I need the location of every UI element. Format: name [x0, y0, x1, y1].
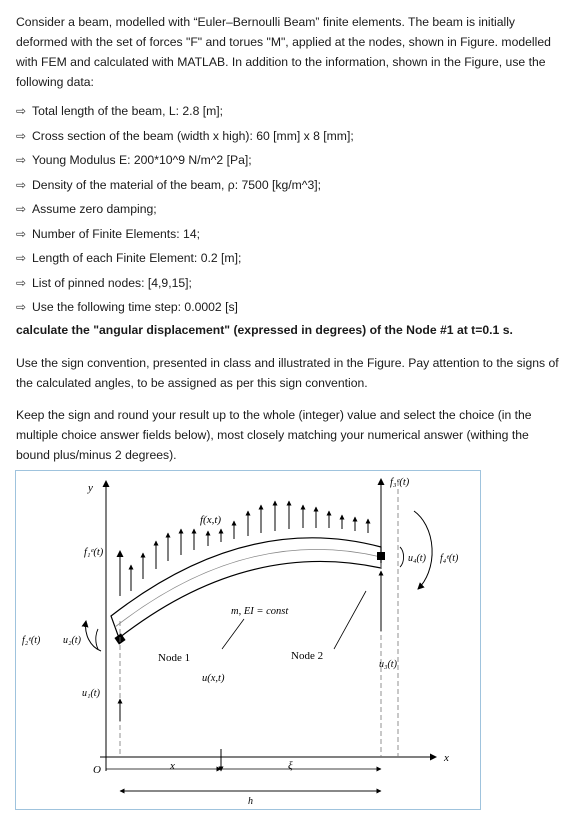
right-arrow-icon: ⇨ [16, 104, 27, 118]
list-item: ⇨ Number of Finite Elements: 14; [16, 224, 564, 249]
right-arrow-icon: ⇨ [16, 202, 27, 216]
rotation-u2-arc [96, 629, 98, 649]
right-arrow-icon: ⇨ [16, 251, 27, 265]
rotation-u4-label: u₄(t) [408, 553, 426, 564]
displacement-u1-label: u₁(t) [82, 688, 100, 699]
right-arrow-icon: ⇨ [16, 275, 27, 290]
right-arrow-icon: ⇨ [16, 177, 27, 192]
node-2-marker [377, 552, 385, 560]
rotation-u4-arc [400, 547, 404, 567]
right-arrow-icon: ⇨ [16, 128, 27, 143]
data-list [16, 101, 564, 322]
question-text: calculate the "angular displacement" (expressed in degrees) of the Node #1 at t=0.1 s. [16, 322, 513, 337]
deflection-label: u(x,t) [202, 673, 225, 684]
right-arrow-icon: ⇨ [16, 300, 27, 314]
origin-label: O [93, 764, 101, 776]
h-label: h [248, 796, 253, 807]
x-dimension-label: x [170, 760, 175, 772]
moment-u4-arc [414, 511, 432, 589]
node-1-label: Node 1 [158, 652, 191, 664]
force-f1-label: f₁ᵉ(t) [84, 547, 104, 558]
right-arrow-icon: ⇨ [16, 226, 27, 241]
xi-label: ξ [288, 760, 293, 772]
list-item: ⇨ Cross section of the beam (width x high): 60 [mm] x 8 [mm]; [16, 126, 564, 151]
beam-diagram [16, 471, 480, 809]
rotation-u2-label: u₂(t) [63, 635, 81, 646]
y-axis-label: y [88, 482, 93, 494]
problem-text [16, 12, 564, 477]
sign-convention-paragraph: Use the sign convention, presented in class and illustrated in the Figure. Pay attention to the signs of the calculated angles, to be assigned as per this sign convention. [16, 355, 559, 390]
list-item: ⇨ Density of the material of the beam, ρ: 7500 [kg/m^3]; [16, 175, 564, 200]
x-axis-label: x [444, 752, 449, 764]
property-leader-line [222, 619, 244, 649]
beam-figure [15, 470, 481, 810]
force-f2-label: f₂ᵉ(t) [22, 635, 41, 646]
load-label: f(x,t) [200, 514, 222, 526]
beam-element [111, 538, 381, 638]
instructions-paragraph: Keep the sign and round your result up to the whole (integer) value and select the choice (in the multiple choice answer fields below), most closely matching your numerical answer (withing the bound plus/minus 2 degrees). [16, 407, 532, 462]
beam-properties-label: m, EI = const [231, 606, 289, 617]
node-2-label: Node 2 [291, 650, 324, 662]
list-item: ⇨ Young Modulus E: 200*10^9 N/m^2 [Pa]; [16, 150, 564, 175]
force-f4-label: f₄ᵉ(t) [440, 553, 459, 564]
intro-paragraph: Consider a beam, modelled with “Euler–Bernoulli Beam” finite elements. The beam is initially deformed with the set of forces "F" and torues "M", applied at the nodes, shown in Figure. modelled with FEM and calculated with MATLAB. In addition to the information, shown in the Figure, use the following data: [16, 15, 551, 89]
list-item: ⇨ List of pinned nodes: [4,9,15]; [16, 273, 564, 298]
list-item: ⇨ Total length of the beam, L: 2.8 [m]; [16, 101, 564, 126]
right-arrow-icon: ⇨ [16, 153, 27, 167]
displacement-u3-label: u₃(t) [379, 659, 397, 670]
force-f3-label: f₃ᵉ(t) [390, 477, 410, 488]
list-item: ⇨ Assume zero damping; [16, 199, 564, 224]
list-item: ⇨ Use the following time step: 0.0002 [s] [16, 297, 564, 322]
node-2-leader-line [334, 591, 366, 649]
moment-u2-arc [86, 621, 101, 651]
list-item: ⇨ Length of each Finite Element: 0.2 [m]; [16, 248, 564, 273]
